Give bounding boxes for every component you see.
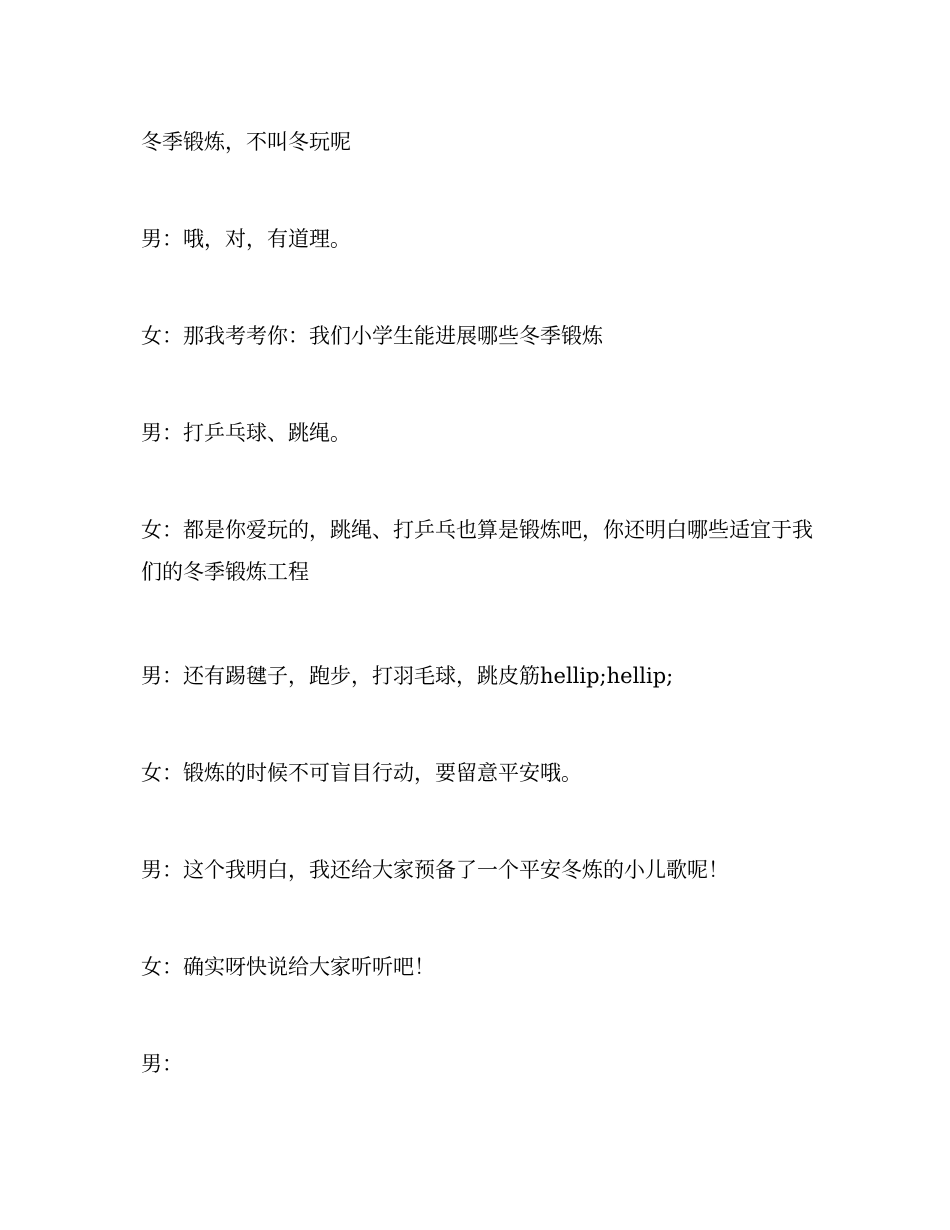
paragraph-1: 冬季锻炼，不叫冬玩呢 xyxy=(141,130,351,154)
paragraph-5: 女：都是你爱玩的，跳绳、打乒乓也算是锻炼吧，你还明白哪些适宜于我们的冬季锻炼工程 xyxy=(141,518,813,584)
paragraph-3: 女：那我考考你：我们小学生能进展哪些冬季锻炼 xyxy=(141,324,603,348)
paragraph-7: 女：锻炼的时候不可盲目行动，要留意平安哦。 xyxy=(141,761,582,785)
paragraph-2: 男：哦，对，有道理。 xyxy=(141,227,351,251)
paragraph-4: 男：打乒乓球、跳绳。 xyxy=(141,421,351,445)
paragraph-9: 女：确实呀快说给大家听听吧！ xyxy=(141,955,435,979)
paragraph-8: 男：这个我明白，我还给大家预备了一个平安冬炼的小儿歌呢！ xyxy=(141,858,729,882)
paragraph-10: 男： xyxy=(141,1052,183,1076)
paragraph-6: 男：还有踢毽子，跑步，打羽毛球，跳皮筋hellip;hellip; xyxy=(141,664,674,688)
